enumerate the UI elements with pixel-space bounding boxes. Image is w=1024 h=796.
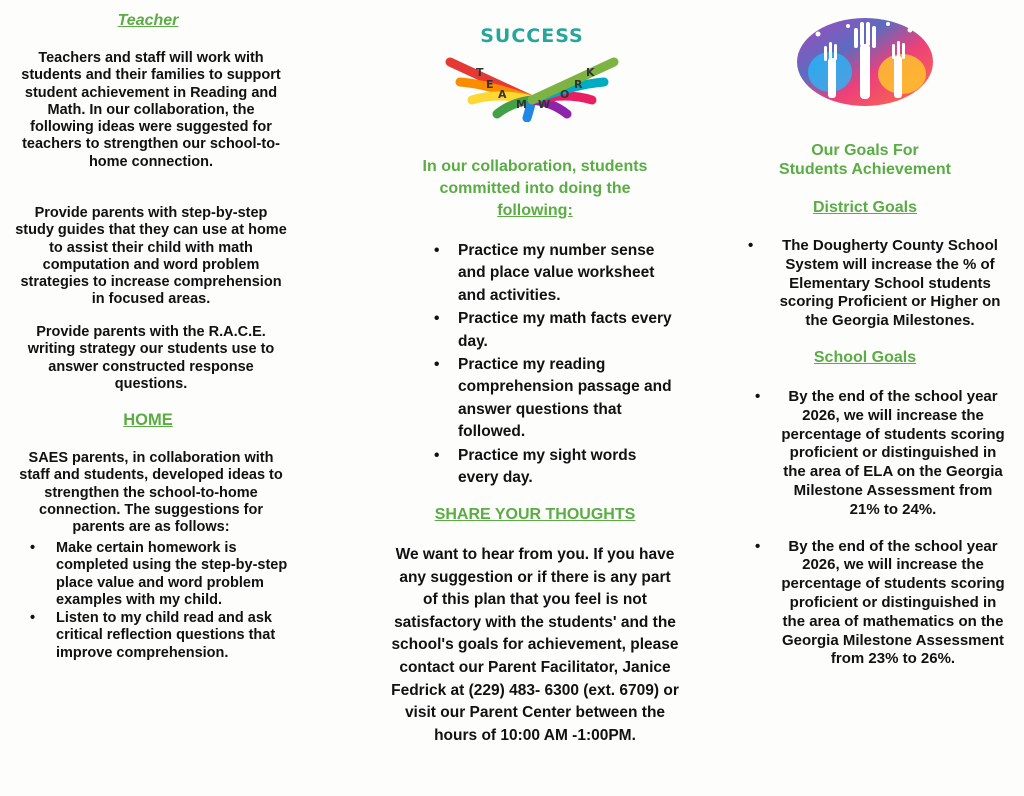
list-item: • Listen to my child read and ask critical reflection questions that improve comprehension. — [30, 610, 292, 662]
logo-letter: E — [486, 78, 494, 91]
logo-letter: A — [498, 88, 507, 101]
list-item: • Practice my reading comprehension passage and answer questions that followed. — [430, 354, 680, 444]
home-list — [30, 540, 292, 663]
list-item: • Practice my math facts every day. — [430, 308, 680, 353]
logo-letter: R — [574, 78, 583, 91]
district-goals-title: District Goals — [812, 199, 918, 216]
middle-panel — [390, 0, 680, 796]
logo-letter: T — [476, 66, 484, 79]
raised-hands-icon — [790, 14, 940, 114]
share-thoughts-title: SHARE YOUR THOUGHTS — [434, 506, 636, 523]
logo-letter: M — [516, 98, 527, 111]
goals-title — [745, 141, 985, 179]
commitment-list — [430, 240, 680, 489]
logo-letter: W — [538, 98, 551, 111]
rainbow-fan-icon — [442, 22, 622, 122]
race-paragraph: Provide parents with the R.A.C.E. writing strategy our students use to answer constructed response questions. — [27, 324, 275, 392]
list-item: • By the end of the school year 2026, we will increase the percentage of students scoring proficient or distinguished in the area of ELA on the Georgia Milestone Assessment from 21% to 24%. — [777, 388, 1009, 520]
study-guide-paragraph: Provide parents with step-by-step study guides that they can use at home to assist their child with math computation and word problem strategies to increase comprehension in focused areas. — [15, 205, 287, 308]
home-title: HOME — [123, 411, 173, 429]
list-item: • Make certain homework is completed using the step-by-step place value and word problem examples with my child. — [30, 540, 292, 609]
list-item: • Practice my sight words every day. — [430, 445, 680, 490]
right-panel — [745, 0, 1024, 796]
list-item: • Practice my number sense and place value worksheet and activities. — [430, 240, 680, 307]
commitment-heading-following: following: — [497, 202, 573, 219]
list-item: • By the end of the school year 2026, we will increase the percentage of students scoring proficient or distinguished in the area of mathematics on the Georgia Milestone Assessment from 23% to 26%. — [777, 538, 1009, 670]
logo-letter: O — [560, 88, 570, 101]
left-panel — [0, 0, 300, 796]
commitment-heading-text: In our collaboration, students committed into doing the — [422, 158, 648, 197]
teacher-paragraph: Teachers and staff will work with students and their families to support student achievement in Reading and Math. In our collaboration, the following ideas were suggested for teachers to strengthen our school-to-home connection. — [21, 50, 281, 170]
goals-title-line: Students Achievement — [779, 161, 951, 178]
teacher-title: Teacher — [117, 12, 179, 29]
district-goals-list — [770, 237, 1010, 331]
home-paragraph: SAES parents, in collaboration with staff and students, developed ideas to strengthen the school-to-home connection. The suggestions for parents are as follows: — [19, 450, 283, 536]
logo-letter: K — [586, 66, 595, 79]
school-goals-title: School Goals — [813, 349, 917, 366]
logo-word: SUCCESS — [480, 25, 584, 47]
school-goals-list — [777, 388, 1009, 687]
list-item: • The Dougherty County School System will increase the % of Elementary School students scoring Proficient or Higher on the Georgia Milestones. — [770, 237, 1010, 331]
raised-hands-logo — [790, 14, 940, 114]
goals-title-line: Our Goals For — [811, 142, 919, 159]
success-teamwork-logo — [442, 22, 622, 122]
commitment-heading — [390, 156, 680, 222]
share-thoughts-paragraph: We want to hear from you. If you have any suggestion or if there is any part of this plan that you feel is not satisfactory with the students' and the school's goals for achievement, please contact our Parent Facilitator, Janice Fedrick at (229) 483- 6300 (ext. 6709) or visit our Parent Center between the hours of 10:00 AM -1:00PM. — [391, 546, 679, 744]
